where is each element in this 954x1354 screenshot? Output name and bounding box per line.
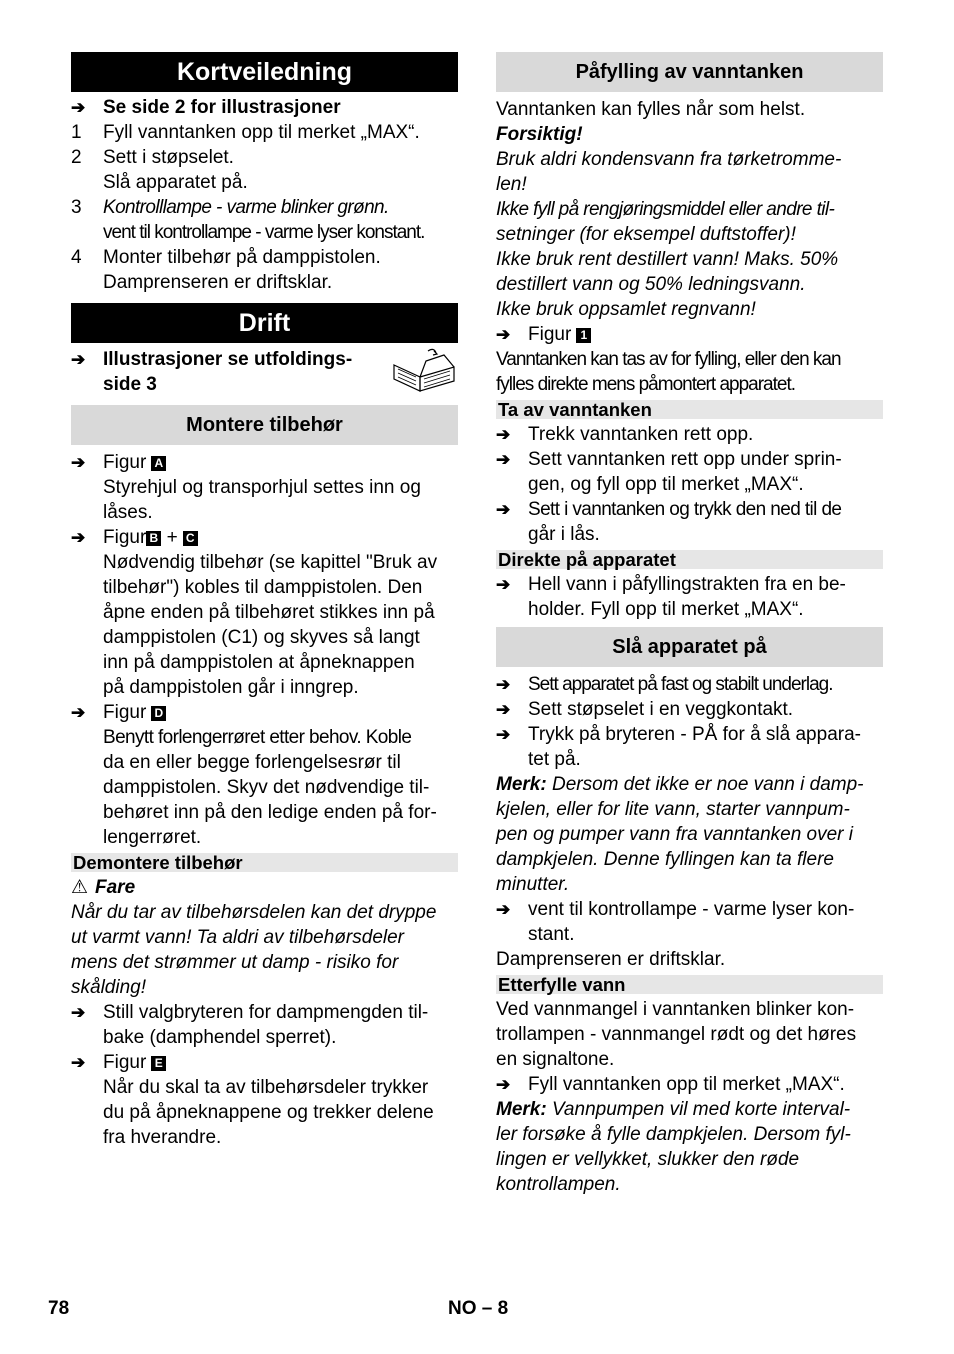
direkte-item-1: ➔ Hell vann i påfyllingstrakten fra en be- holder. Fyll opp til merket „MAX“. bbox=[496, 574, 846, 620]
arrow-icon: ➔ bbox=[496, 450, 511, 469]
figure-a-item: ➔ Figur A Styrehjul og transporhjul settes inn og låses. bbox=[71, 452, 421, 523]
arrow-icon: ➔ bbox=[71, 1053, 86, 1072]
heading-kortveiledning: Kortveiledning bbox=[71, 52, 458, 92]
figure-a-badge: A bbox=[151, 456, 166, 471]
arrow-icon: ➔ bbox=[71, 453, 86, 472]
figure-1-badge: 1 bbox=[576, 328, 591, 343]
arrow-icon: ➔ bbox=[71, 350, 86, 369]
arrow-icon: ➔ bbox=[71, 703, 86, 722]
right-column: Påfylling av vanntanken Vanntanken kan fylles når som helst. Forsiktig! Bruk aldri kondensvann fra tørketromme- len! Ikke fyll på rengjøringsmiddel eller andre til- setninger (for eksempel duftstoffer)! Ikke bruk rent destillert vann! Maks. 50% destillert vann og 50% ledningsvann. Ikke bruk oppsamlet regnvann! ➔ Figur 1 Vanntanken kan tas av for fylling, eller den kan fylles direkte mens påmontert apparatet. Ta av vanntanken ➔ Trekk vanntanken rett opp. ➔ Sett vanntanken rett opp under sprin- gen, og fyll opp til merket „MAX“. ➔ Sett i vanntanken og trykk den ned til de går i lås. Direkte på apparatet ➔ Hell vann i påfyllingstrakten fra en be- holder. Fyll opp til merket „MAX“. Slå apparatet på ➔ Sett apparatet på fast og stabilt underlag. ➔ Sett støpselet i en veggkontakt. ➔ Trykk på bryteren - PÅ for å slå appara- tet på. Merk: Dersom det ikke er noe vann i damp- kjelen, eller for lite vann, starter vannpum- pen og pumper vann fra vanntanken over i dampkjelen. Denne fyllingen kan ta flere minutter. ➔ vent til kontrollampe - varme lyser kon- stant. Damprenseren er driftsklar. Etterfylle vann Ved vannmangel i vanntanken blinker kon- trollampen - vannmangel rødt og det høres en signaltone. ➔ Fyll vanntanken opp til merket „MAX“. Merk: Vannpumpen vil med korte interval- ler forsøke å fylle dampkjelen. Dersom fyl- lingen er vellykket, slukker den røde kontrollampen. bbox=[496, 52, 883, 1197]
arrow-icon: ➔ bbox=[496, 500, 511, 519]
figure-e-item: ➔ Figur E Når du skal ta av tilbehørsdeler trykker du på åpneknappene og trekker delene fra hverandre. bbox=[71, 1052, 434, 1148]
arrow-icon: ➔ bbox=[496, 1075, 511, 1094]
sla-item-3: ➔ Trykk på bryteren - PÅ for å slå appara- tet på. bbox=[496, 724, 861, 770]
figure-1-item: ➔ Figur 1 bbox=[496, 322, 883, 347]
heading-pafylling: Påfylling av vanntanken bbox=[496, 52, 883, 92]
figure-d-item: ➔ Figur D Benytt forlengerrøret etter behov. Koble da en eller begge forlengelsesrør til damppistolen. Skyv det nødvendige til- behøret inn på den ledige enden på for- lengerrøret. bbox=[71, 702, 437, 848]
page-number: 78 bbox=[48, 1298, 70, 1319]
ta-av-item-1: ➔ Trekk vanntanken rett opp. bbox=[496, 424, 754, 445]
figure-b-badge: B bbox=[146, 531, 161, 546]
step-3: 3 Kontrolllampe - varme blinker grønn. vent til kontrollampe - varme lyser konstant. bbox=[71, 197, 425, 243]
arrow-icon: ➔ bbox=[71, 98, 86, 117]
figure-c-badge: C bbox=[183, 531, 198, 546]
figure-e-badge: E bbox=[151, 1056, 166, 1071]
figure-bc-item: ➔ Figur B + C Nødvendig tilbehør (se kapittel "Bruk av tilbehør") kobles til damppistolen. Den åpne enden på tilbehøret stikkes inn på damppistolen (C1) og skyves så langt inn på damppistolen at åpneknappen på damppistolen går i inngrep. bbox=[71, 527, 438, 698]
arrow-icon: ➔ bbox=[496, 725, 511, 744]
ta-av-item-3: ➔ Sett i vanntanken og trykk den ned til de går i lås. bbox=[496, 499, 842, 545]
section-label: NO – 8 bbox=[448, 1298, 509, 1319]
merk-note-2: Merk: Vannpumpen vil med korte interval- bbox=[496, 1099, 851, 1120]
figure-d-badge: D bbox=[151, 706, 166, 721]
warning-icon: ⚠ bbox=[71, 877, 89, 898]
step-2: 2 Sett i støpselet. Slå apparatet på. bbox=[71, 147, 248, 193]
arrow-icon: ➔ bbox=[496, 900, 511, 919]
quick-steps bbox=[71, 120, 458, 295]
heading-ta-av-vanntanken: Ta av vanntanken bbox=[496, 400, 883, 419]
step-1: 1 Fyll vanntanken opp til merket „MAX“. bbox=[71, 122, 420, 143]
arrow-icon: ➔ bbox=[496, 575, 511, 594]
vent-item: ➔ vent til kontrollampe - varme lyser kon- stant. bbox=[496, 899, 855, 945]
arrow-icon: ➔ bbox=[496, 675, 511, 694]
sla-item-1: ➔ Sett apparatet på fast og stabilt underlag. bbox=[496, 674, 833, 695]
fyll-item: ➔ Fyll vanntanken opp til merket „MAX“. bbox=[496, 1074, 845, 1095]
left-column: Kortveiledning ➔ Se side 2 for illustrasjoner 1 Fyll vanntanken opp til merket „MAX“. 2 Sett i støpselet. Slå apparatet på. 3 Kontrolllampe - varme blinker grønn. vent til kontrollampe - varme lyser konstant. 4 Monter tilbehør på damppistolen. Damprenseren er driftsklar. Drift ➔ Illustrasjoner se utfoldings- side 3 Montere tilbehør ➔ Figur A Styrehjul og transporhjul settes inn og låses. ➔ Figur B + C Nødvendig tilbehør (se kapittel "Bruk av tilbehør") kobles til damppistolen. Den åpne enden på tilbehøret stikkes inn på damppistolen (C1) og skyves så langt inn på damppistolen at åpneknappen på damppistolen går i inngrep. ➔ Figur D Benytt forlengerrøret etter behov. Koble da en eller begge forlengelsesrør til damppistolen. Skyv det nødvendige til- behøret inn på den ledige enden på for- lengerrøret. Demontere tilbehør ⚠ Fare Når du tar av tilbehørsdelen kan det dryppe ut varmt vann! Ta aldri av tilbehørsdeler mens det strømmer ut damp - risiko for skålding! ➔ Still valgbryteren for dampmengden til- bake (damphendel sperret). ➔ Figur E Når du skal ta av tilbehørsdeler trykker du på åpneknappene og trekker delene fra hverandre. bbox=[71, 52, 458, 1150]
still-valgbryteren-item: ➔ Still valgbryteren for dampmengden til- bake (damphendel sperret). bbox=[71, 1002, 429, 1048]
forsiktig-label: Forsiktig! bbox=[496, 124, 583, 145]
heading-drift: Drift bbox=[71, 303, 458, 343]
illustrations-note: ➔ Illustrasjoner se utfoldings- side 3 bbox=[71, 347, 458, 397]
see-page-note: ➔ Se side 2 for illustrasjoner bbox=[71, 97, 341, 118]
heading-montere-tilbehor: Montere tilbehør bbox=[71, 405, 458, 445]
merk-note-1: Merk: Dersom det ikke er noe vann i damp- bbox=[496, 774, 864, 795]
heading-direkte-pa-apparatet: Direkte på apparatet bbox=[496, 550, 883, 569]
heading-sla-apparatet-pa: Slå apparatet på bbox=[496, 627, 883, 667]
arrow-icon: ➔ bbox=[496, 425, 511, 444]
ta-av-item-2: ➔ Sett vanntanken rett opp under sprin- gen, og fyll opp til merket „MAX“. bbox=[496, 449, 842, 495]
arrow-icon: ➔ bbox=[71, 1003, 86, 1022]
arrow-icon: ➔ bbox=[71, 528, 86, 547]
foldout-book-icon bbox=[390, 347, 458, 393]
arrow-icon: ➔ bbox=[496, 700, 511, 719]
sla-item-2: ➔ Sett støpselet i en veggkontakt. bbox=[496, 699, 794, 720]
fare-warning-label: ⚠ Fare bbox=[71, 877, 136, 898]
heading-etterfylle-vann: Etterfylle vann bbox=[496, 975, 883, 994]
heading-demontere-tilbehor: Demontere tilbehør bbox=[71, 853, 458, 872]
arrow-icon: ➔ bbox=[496, 325, 511, 344]
step-4: 4 Monter tilbehør på damppistolen. Damprenseren er driftsklar. bbox=[71, 247, 381, 293]
